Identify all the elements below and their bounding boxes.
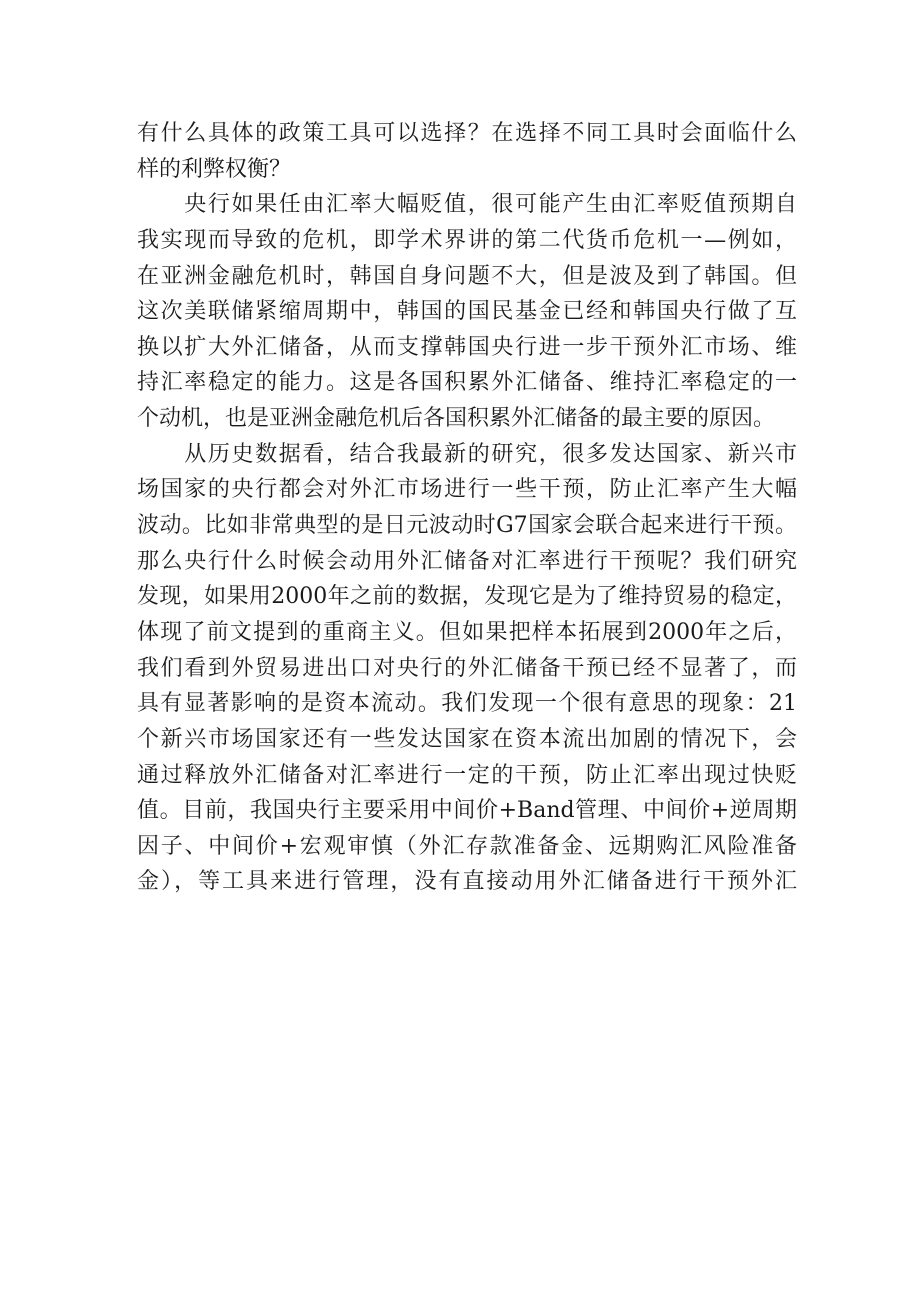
text-line: 波动。比如非常典型的是日元波动时G7国家会联合起来进行干预。 [137,513,797,539]
text-line: 央行如果任由汇率大幅贬值，很可能产生由汇率贬值预期自 [137,192,797,218]
text-line: 具有显著影响的是资本流动。我们发现一个很有意思的现象：21 [137,691,797,717]
text-line: 体现了前文提到的重商主义。但如果把样本拓展到2000年之后， [137,619,797,645]
document-body [137,117,797,901]
text-line: 持汇率稳定的能力。这是各国积累外汇储备、维持汇率稳定的一 [137,370,797,396]
text-line: 场国家的央行都会对外汇市场进行一些干预，防止汇率产生大幅 [137,477,797,503]
text-line: 因子、中间价+宏观审慎（外汇存款准备金、远期购汇风险准备 [137,833,797,859]
text-line: 换以扩大外汇储备，从而支撑韩国央行进一步干预外汇市场、维 [137,334,797,360]
text-line: 金），等工具来进行管理，没有直接动用外汇储备进行干预外汇 [137,869,797,895]
text-line: 个新兴市场国家还有一些发达国家在资本流出加剧的情况下，会 [137,726,797,752]
text-line: 我们看到外贸易进出口对央行的外汇储备干预已经不显著了，而 [137,655,797,681]
text-line: 样的利弊权衡？ [137,156,292,182]
text-line: 有什么具体的政策工具可以选择？在选择不同工具时会面临什么 [137,121,797,146]
text-line: 通过释放外汇储备对汇率进行一定的干预，防止汇率出现过快贬 [137,762,797,788]
text-line: 值。目前，我国央行主要采用中间价+Band管理、中间价+逆周期 [137,798,797,824]
text-line: 从历史数据看，结合我最新的研究，很多发达国家、新兴市 [137,441,797,467]
text-line: 这次美联储紧缩周期中，韩国的国民基金已经和韩国央行做了互 [137,299,797,325]
text-line: 在亚洲金融危机时，韩国自身问题不大，但是波及到了韩国。但 [137,263,797,289]
text-line: 那么央行什么时候会动用外汇储备对汇率进行干预呢？我们研究 [137,548,797,574]
text-line: 我实现而导致的危机，即学术界讲的第二代货币危机一—例如， [137,227,797,253]
text-line: 个动机，也是亚洲金融危机后各国积累外汇储备的最主要的原因。 [137,406,776,432]
text-line: 发现，如果用2000年之前的数据，发现它是为了维持贸易的稳定， [137,584,797,610]
